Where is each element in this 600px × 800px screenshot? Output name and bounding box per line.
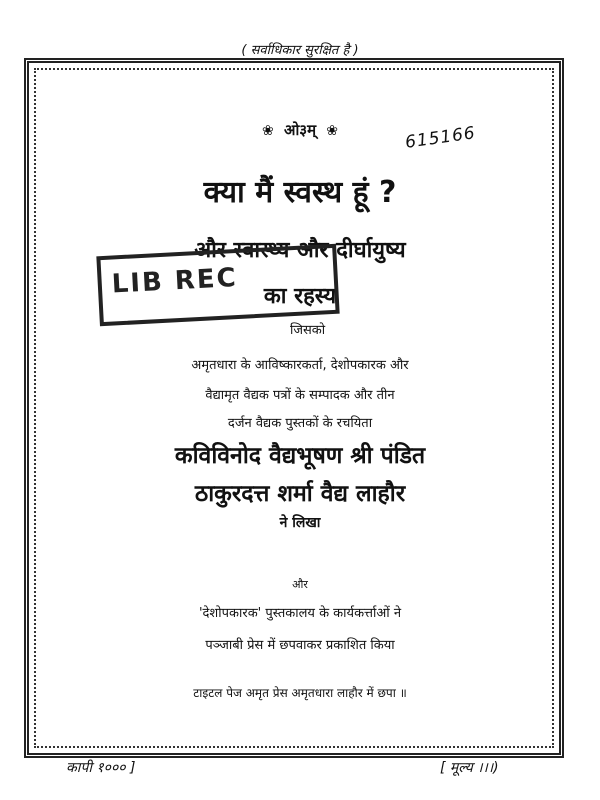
credits-line-1: अमृतधारा के आविष्कारकर्ता, देशोपकारक और [191, 358, 409, 373]
library-stamp [96, 244, 339, 326]
om-text: ओ३म् [283, 121, 317, 139]
publisher-line-2: पञ्जाबी प्रेस में छपवाकर प्रकाशित किया [205, 638, 395, 653]
subtitle-line-1: और स्वास्थ्य और दीर्घायुष्य [194, 238, 406, 263]
and-label: और [292, 578, 308, 591]
copies-count: कापी १००० ] [66, 760, 136, 776]
price-label: [ मूल्य ।।।) [440, 760, 499, 776]
credits-line-2: वैद्यामृत वैद्यक पत्रों के सम्पादक और तीन [205, 388, 395, 403]
copyright-notice: ( सर्वाधिकार सुरक्षित है ) [241, 43, 359, 58]
author-line-2: ठाकुरदत्त शर्मा वैद्य लाहौर [194, 481, 406, 507]
credits-line-3: दर्जन वैद्यक पुस्तकों के रचयिता [227, 416, 373, 431]
handwritten-number: 615166 [403, 123, 477, 153]
printer-line: टाइटल पेज अमृत प्रेस अमृतधारा लाहौर में छपा ॥ [193, 686, 407, 700]
publisher-line-1: 'देशोपकारक' पुस्तकालय के कार्यकर्त्ताओं ने [198, 606, 402, 621]
jiske-label: जिसको [290, 323, 326, 338]
flower-ornament-icon: ❀ [326, 123, 339, 139]
stamp-text: LIB REC [111, 262, 239, 300]
author-line-1: कविविनोद वैद्यभूषण श्री पंडित [174, 443, 426, 469]
subtitle-line-2: का रहस्य [263, 284, 337, 309]
decorative-border [24, 58, 564, 758]
flower-ornament-icon: ❀ [261, 123, 274, 139]
written-by-label: ने लिखा [279, 515, 321, 531]
om-heading [0, 120, 600, 140]
book-title: क्या मैं स्वस्थ हूं ? [203, 175, 397, 210]
